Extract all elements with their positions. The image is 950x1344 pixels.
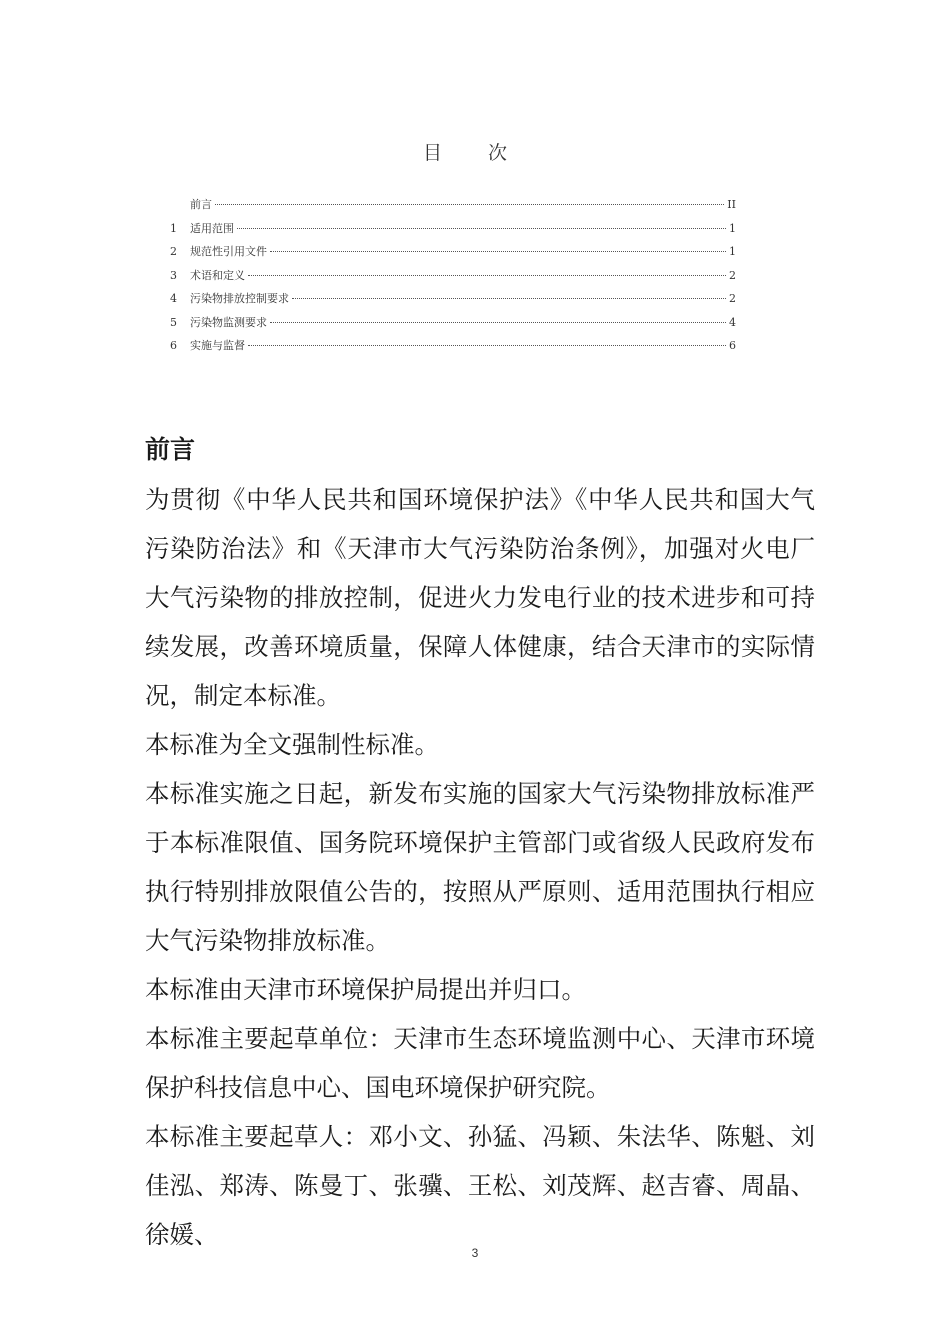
table-of-contents	[170, 196, 736, 361]
toc-entry-label: 规范性引用文件	[190, 245, 267, 258]
page-number: 3	[471, 1246, 479, 1260]
preface-paragraph: 本标准主要起草人：邓小文、孙猛、冯颖、朱法华、陈魁、刘佳泓、郑涛、陈曼丁、张骥、王松、刘茂辉、赵吉睿、周晶、徐媛、	[145, 1122, 815, 1249]
toc-entry-page: 2	[729, 268, 736, 282]
toc-entry-label: 污染物排放控制要求	[190, 292, 289, 305]
toc-entry-page: II	[727, 198, 736, 211]
toc-dot-leader	[248, 345, 726, 346]
toc-dot-leader	[237, 228, 726, 229]
toc-entry-label: 术语和定义	[190, 268, 245, 282]
toc-dot-leader	[215, 204, 724, 205]
toc-dot-leader	[270, 251, 726, 252]
preface-section	[145, 425, 815, 1259]
toc-entry-label: 污染物监测要求	[190, 315, 267, 329]
toc-entry[interactable]	[170, 196, 736, 220]
toc-entry-label: 前言	[190, 198, 212, 211]
toc-entry-page: 1	[729, 245, 736, 258]
toc-entry[interactable]	[170, 243, 736, 267]
toc-entry-number: 4	[170, 292, 177, 305]
toc-entry[interactable]	[170, 290, 736, 314]
toc-dot-leader	[248, 275, 726, 276]
toc-title: 目 次	[422, 142, 528, 164]
toc-dot-leader	[270, 322, 726, 323]
toc-entry-number: 3	[170, 268, 177, 282]
preface-paragraph: 本标准实施之日起，新发布实施的国家大气污染物排放标准严于本标准限值、国务院环境保护主管部门或省级人民政府发布执行特别排放限值公告的，按照从严原则、适用范围执行相应大气污染物排放标准。	[145, 779, 815, 955]
toc-entry[interactable]	[170, 220, 736, 244]
preface-paragraph: 本标准为全文强制性标准。	[145, 730, 439, 759]
toc-entry[interactable]	[170, 267, 736, 291]
toc-entry-number: 2	[170, 245, 177, 258]
preface-heading: 前言	[145, 435, 196, 464]
toc-dot-leader	[292, 298, 726, 299]
toc-entry-label: 实施与监督	[190, 339, 245, 352]
toc-entry-page: 2	[729, 292, 736, 305]
toc-entry-number: 1	[170, 221, 177, 235]
toc-entry-page: 4	[729, 315, 736, 329]
toc-entry-label: 适用范围	[190, 221, 234, 235]
toc-entry-number: 5	[170, 315, 177, 329]
preface-paragraph: 本标准由天津市环境保护局提出并归口。	[145, 975, 586, 1004]
toc-entry-page: 1	[729, 221, 736, 235]
toc-entry[interactable]	[170, 337, 736, 361]
preface-paragraph: 本标准主要起草单位：天津市生态环境监测中心、天津市环境保护科技信息中心、国电环境保护研究院。	[145, 1024, 815, 1102]
preface-paragraph: 为贯彻《中华人民共和国环境保护法》《中华人民共和国大气污染防治法》和《天津市大气污染防治条例》，加强对火电厂大气污染物的排放控制，促进火力发电行业的技术进步和可持续发展，改善环境质量，保障人体健康，结合天津市的实际情况，制定本标准。	[145, 485, 815, 710]
toc-entry-number: 6	[170, 339, 177, 352]
toc-entry-page: 6	[729, 339, 736, 352]
toc-entry[interactable]	[170, 314, 736, 338]
